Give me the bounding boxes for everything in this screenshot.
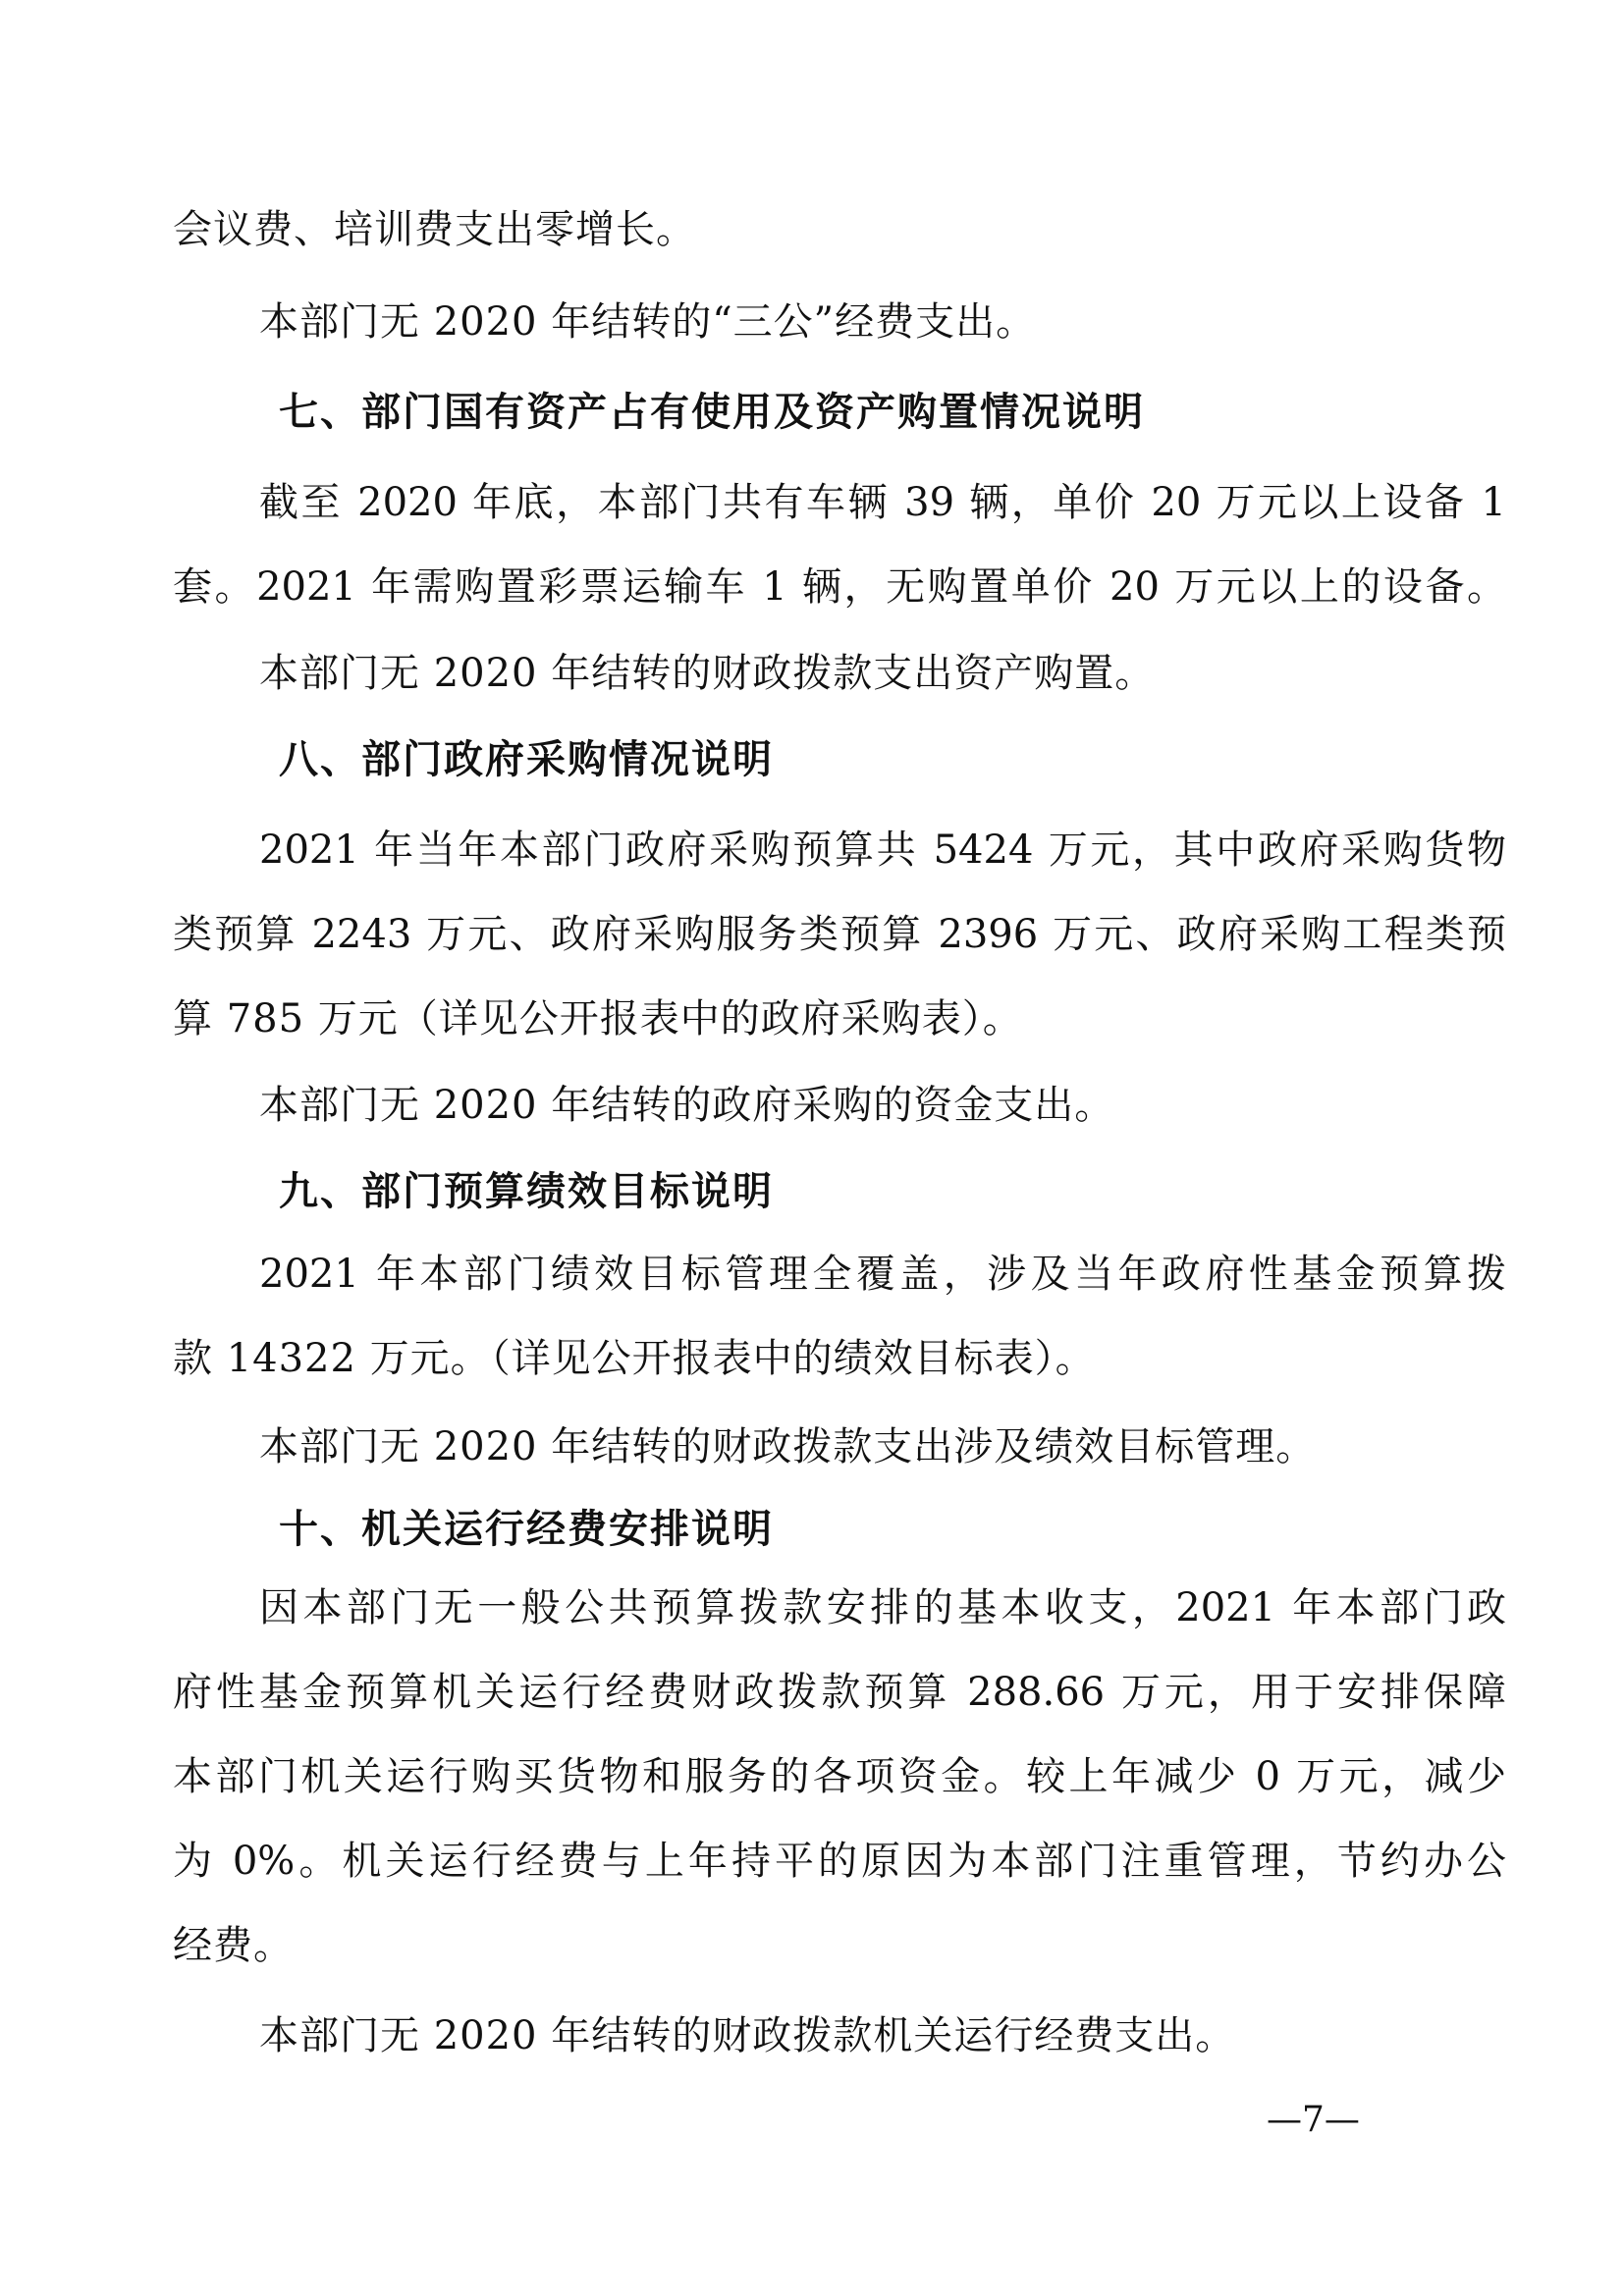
paragraph-line: 因本部门无一般公共预算拨款安排的基本收支，2021 年本部门政 (259, 1585, 1506, 1630)
section-heading-9: 九、部门预算绩效目标说明 (279, 1169, 774, 1214)
paragraph-no-performance-carryover: 本部门无 2020 年结转的财政拨款支出涉及绩效目标管理。 (259, 1424, 1317, 1469)
paragraph-line: 2021 年当年本部门政府采购预算共 5424 万元，其中政府采购货物 (259, 828, 1506, 873)
paragraph-line: 为 0%。机关运行经费与上年持平的原因为本部门注重管理，节约办公 (173, 1839, 1506, 1884)
paragraph-line: 类预算 2243 万元、政府采购服务类预算 2396 万元、政府采购工程类预 (173, 912, 1506, 957)
paragraph-line: 套。2021 年需购置彩票运输车 1 辆，无购置单价 20 万元以上的设备。 (173, 564, 1506, 610)
paragraph-line: 会议费、培训费支出零增长。 (173, 207, 696, 252)
paragraph-line: 经费。 (173, 1923, 294, 1968)
section-heading-7: 七、部门国有资产占有使用及资产购置情况说明 (279, 390, 1145, 435)
paragraph-line: 算 785 万元（详见公开报表中的政府采购表）。 (173, 996, 1023, 1041)
section-heading-8: 八、部门政府采购情况说明 (279, 737, 774, 782)
paragraph-line: 截至 2020 年底，本部门共有车辆 39 辆，单价 20 万元以上设备 1 (259, 480, 1506, 525)
page-number: —7— (1267, 2100, 1360, 2140)
paragraph-no-procurement-carryover: 本部门无 2020 年结转的政府采购的资金支出。 (259, 1083, 1115, 1128)
paragraph-no-operating-carryover: 本部门无 2020 年结转的财政拨款机关运行经费支出。 (259, 2013, 1236, 2058)
paragraph-no-three-public-carryover: 本部门无 2020 年结转的“三公”经费支出。 (259, 299, 1037, 345)
paragraph-line: 款 14322 万元。（详见公开报表中的绩效目标表）。 (173, 1336, 1096, 1381)
paragraph-line: 本部门机关运行购买货物和服务的各项资金。较上年减少 0 万元，减少 (173, 1754, 1506, 1799)
section-heading-10: 十、机关运行经费安排说明 (279, 1507, 774, 1552)
paragraph-no-asset-carryover: 本部门无 2020 年结转的财政拨款支出资产购置。 (259, 651, 1156, 696)
paragraph-line: 府性基金预算机关运行经费财政拨款预算 288.66 万元，用于安排保障 (173, 1670, 1506, 1715)
paragraph-line: 2021 年本部门绩效目标管理全覆盖，涉及当年政府性基金预算拨 (259, 1252, 1506, 1297)
